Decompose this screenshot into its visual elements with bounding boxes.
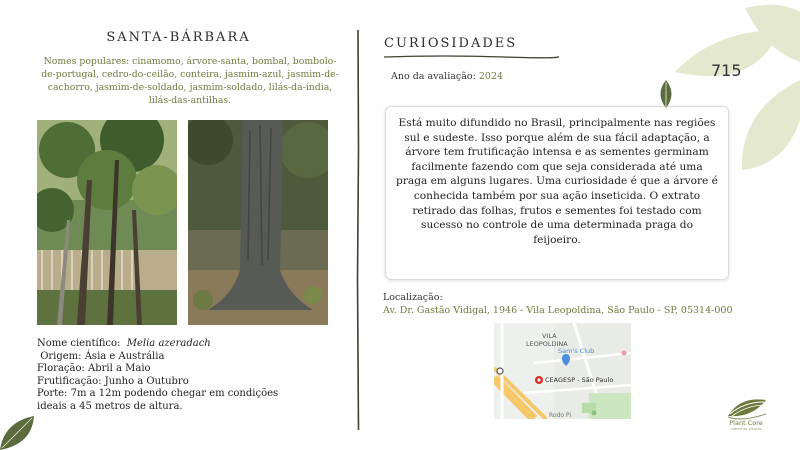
tree-photo-canopy (37, 120, 177, 325)
year-value: 2024 (478, 71, 504, 82)
map-poi-label: Sam's Club (558, 347, 595, 355)
map-area-label-1: VILA (542, 332, 557, 340)
size-line-2: ideais a 45 metros de altura. (37, 400, 183, 412)
corner-leaf-icon (0, 414, 36, 450)
column-divider (356, 30, 360, 430)
curiosities-text: Está muito difundido no Brasil, principalmente nas regiões sul e sudeste. Isso porque além de sua fácil adaptação, a árvore tem frutificação intensa e as sementes germinam facilmente fazendo com que seja considerada até uma praga em alguns lugares. Uma curiosidade é que a árvore é conhecida também por sua ação inseticida. O extrato retirado das folhas, frutos e sementes foi testado com sucesso no controle de uma determinada praga do feijoeiro. (396, 117, 718, 246)
small-leaf-icon (657, 80, 675, 108)
logo-tagline: nature de plantas (730, 427, 762, 431)
evaluation-year (391, 71, 503, 82)
badge-number: 715 (711, 61, 742, 80)
scientific-name-label: Nome científico: (37, 338, 121, 349)
scientific-name-value: Melia azeradach (126, 338, 211, 349)
curiosities-title: CURIOSIDADES (384, 36, 518, 51)
plant-facts (37, 338, 337, 414)
year-label: Ano da avaliação: (391, 71, 476, 82)
flowering: Floração: Abril a Maio (37, 363, 151, 375)
location-address: Av. Dr. Gastão Vidigal, 1946 - Vila Leopoldina, São Paulo - SP, 05314-000 (383, 305, 733, 316)
map-area-label-2: LEOPOLDINA (526, 340, 568, 348)
origin: Origem: Ásia e Austrália (40, 350, 165, 362)
title-underline (384, 54, 559, 60)
fruiting: Frutificação: Junho a Outubro (37, 375, 189, 387)
map-place-label: CEAGESP - São Paulo (545, 376, 614, 384)
popular-names: Nomes populares: cinamomo, árvore-santa, bombal, bombolo-de-portugal, cedro-do-ceilão, conteira, jasmim-azul, jasmim-de-cachorro, jasmim-de-soldado, jasmim-soldado, lilás-da-índia, lilás-das-antilhas. (41, 56, 339, 106)
size-line-1: Porte: 7m a 12m podendo chegar em condições (37, 388, 279, 400)
plant-title: SANTA-BÁRBARA (106, 30, 251, 45)
location-map[interactable] (494, 323, 631, 419)
map-road-label: Rodo Pi (549, 412, 572, 419)
logo-name: Plant Core (729, 419, 763, 427)
decorative-leaves-icon (670, 0, 800, 175)
tree-photo-trunk (188, 120, 328, 325)
location-label: Localização: (383, 292, 443, 303)
